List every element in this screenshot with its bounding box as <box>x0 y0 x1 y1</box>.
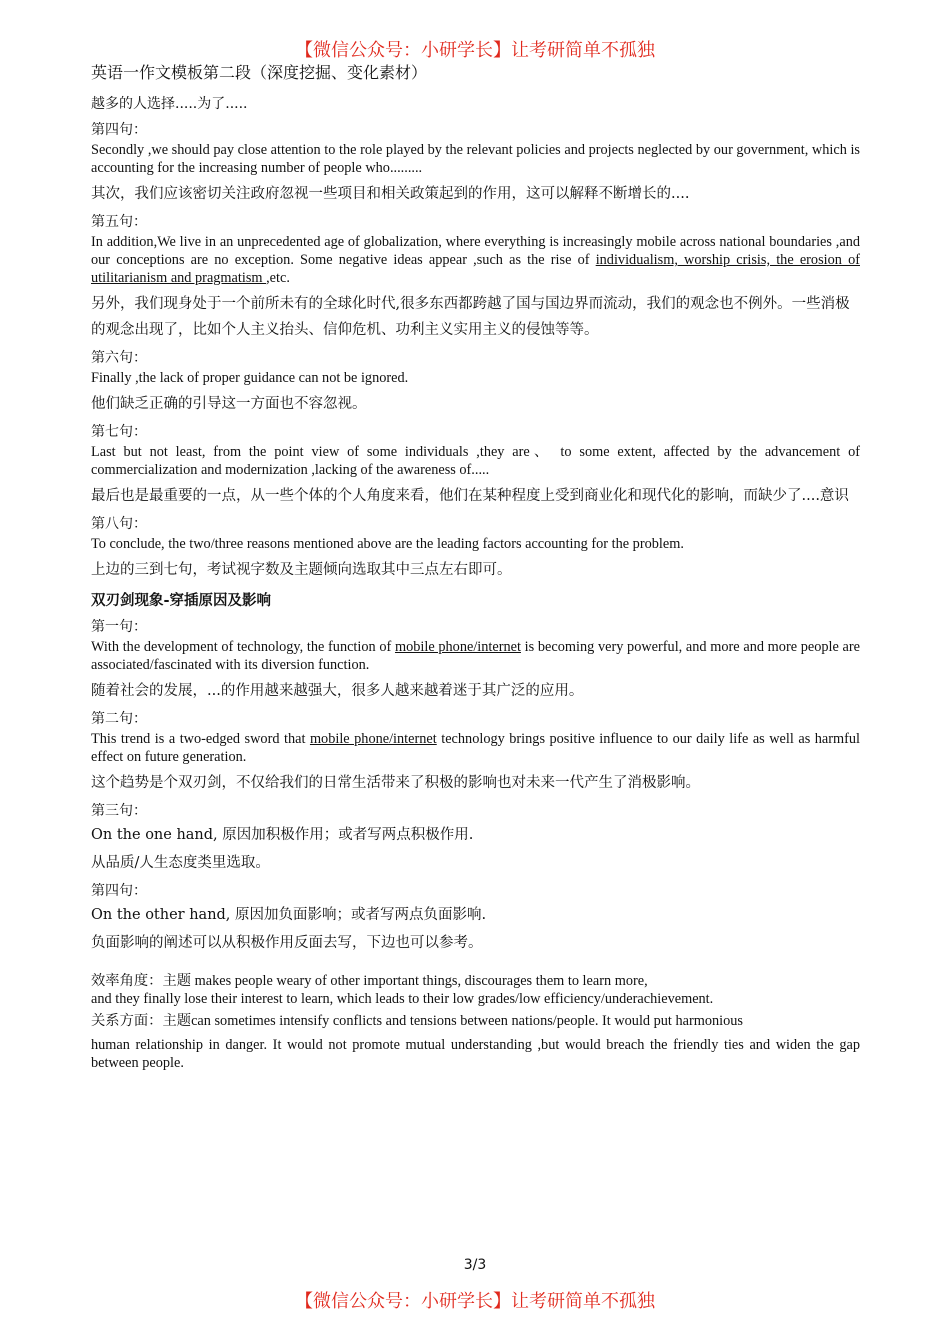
double-3-chinese: 从品质/人生态度类里选取。 <box>91 855 270 871</box>
sentence-5-underlined: individualism, worship crisis, the erosion of utilitarianism and pragmatism <box>91 252 860 286</box>
sentence-4-label: 第四句： <box>91 122 147 138</box>
sentence-5-text-b: ,etc. <box>266 270 290 286</box>
efficiency-line-1: 效率角度：主题 makes people weary of other important things, discourages them to learn more, <box>91 973 648 989</box>
double-4-english: On the other hand, 原因加负面影响；或者写两点负面影响. <box>91 907 487 923</box>
sentence-5-english <box>91 233 860 287</box>
sentence-8-label: 第八句： <box>91 516 147 532</box>
sentence-7-label: 第七句： <box>91 424 147 440</box>
double-2-text-b: technology brings positive influence to our daily life as well as harmful effect on future generation. <box>91 731 861 765</box>
double-2-chinese: 这个趋势是个双刃剑，不仅给我们的日常生活带来了积极的影响也对未来一代产生了消极影响。 <box>91 775 700 791</box>
footer-banner: 【微信公众号：小研学长】让考研简单不孤独 <box>295 1291 655 1312</box>
intro-line: 越多的人选择.....为了..... <box>91 96 248 112</box>
sentence-8-english: To conclude, the two/three reasons mentioned above are the leading factors accounting for the problem. <box>91 536 684 552</box>
efficiency-line-2: and they finally lose their interest to learn, which leads to their low grades/low efficiency/underachievement. <box>91 991 714 1007</box>
section-heading-double-edged: 双刃剑现象-穿插原因及影响 <box>91 593 272 609</box>
double-4-label: 第四句： <box>91 883 147 899</box>
header-banner: 【微信公众号：小研学长】让考研简单不孤独 <box>295 40 655 61</box>
double-1-english <box>91 638 860 674</box>
double-1-text-a: With the development of technology, the function of <box>91 639 395 655</box>
sentence-7-english: Last but not least, from the point view of some individuals ,they are、 to some extent, affected by the advancement of commercialization and modernization ,lacking of the awareness of..... <box>91 444 860 478</box>
sentence-4-english: Secondly ,we should pay close attention to the role played by the relevant policies and projects neglected by our government, which is accounting for the increasing number of people who......... <box>91 142 860 176</box>
sentence-8-chinese: 上边的三到七句，考试视字数及主题倾向选取其中三点左右即可。 <box>91 562 512 578</box>
double-1-underlined: mobile phone/internet <box>394 639 521 655</box>
double-3-english: On the one hand, 原因加积极作用；或者写两点积极作用. <box>91 827 474 843</box>
page-number: 3/3 <box>463 1257 487 1273</box>
relationship-line-2: human relationship in danger. It would not promote mutual understanding ,but would breach the friendly ties and widen the gap between people. <box>91 1037 860 1071</box>
sentence-5-chinese: 另外，我们现身处于一个前所未有的全球化时代,很多东西都跨越了国与国边界而流动，我们的观念也不例外。一些消极的观念出现了，比如个人主义抬头、信仰危机、功利主义实用主义的侵蚀等等。 <box>91 296 850 338</box>
sentence-6-label: 第六句： <box>91 350 147 366</box>
double-2-text-a: This trend is a two-edged sword that <box>91 731 310 747</box>
double-4-chinese: 负面影响的阐述可以从积极作用反面去写，下边也可以参考。 <box>91 935 483 951</box>
sentence-7-chinese: 最后也是最重要的一点，从一些个体的个人角度来看，他们在某种程度上受到商业化和现代化的影响，而缺少了....意识 <box>91 488 849 504</box>
double-2-english <box>91 730 860 766</box>
sentence-6-chinese: 他们缺乏正确的引导这一方面也不容忽视。 <box>91 396 367 412</box>
sentence-5-label: 第五句： <box>91 214 147 230</box>
document-title: 英语一作文模板第二段（深度挖掘、变化素材） <box>91 63 428 82</box>
double-2-label: 第二句： <box>91 711 147 727</box>
double-1-chinese: 随着社会的发展，...的作用越来越强大，很多人越来越着迷于其广泛的应用。 <box>91 683 584 699</box>
document-body <box>91 60 860 1076</box>
double-2-underlined: mobile phone/internet <box>309 731 437 747</box>
sentence-6-english: Finally ,the lack of proper guidance can not be ignored. <box>91 370 409 386</box>
spacer <box>91 958 860 972</box>
double-1-label: 第一句： <box>91 619 147 635</box>
sentence-4-chinese: 其次，我们应该密切关注政府忽视一些项目和相关政策起到的作用，这可以解释不断增长的.... <box>91 186 690 202</box>
double-1-text-b: is becoming very powerful, and more and more people are associated/fascinated with its diversion function. <box>91 639 861 673</box>
double-3-label: 第三句： <box>91 803 147 819</box>
sentence-5-text-a: In addition,We live in an unprecedented age of globalization, where everything is increasingly mobile across national boundaries ,and our conceptions are no exception. Some negative ideas appear ,such as the rise of <box>91 234 860 268</box>
relationship-line-1: 关系方面：主题can sometimes intensify conflicts and tensions between nations/people. It would put harmonious <box>91 1013 743 1029</box>
